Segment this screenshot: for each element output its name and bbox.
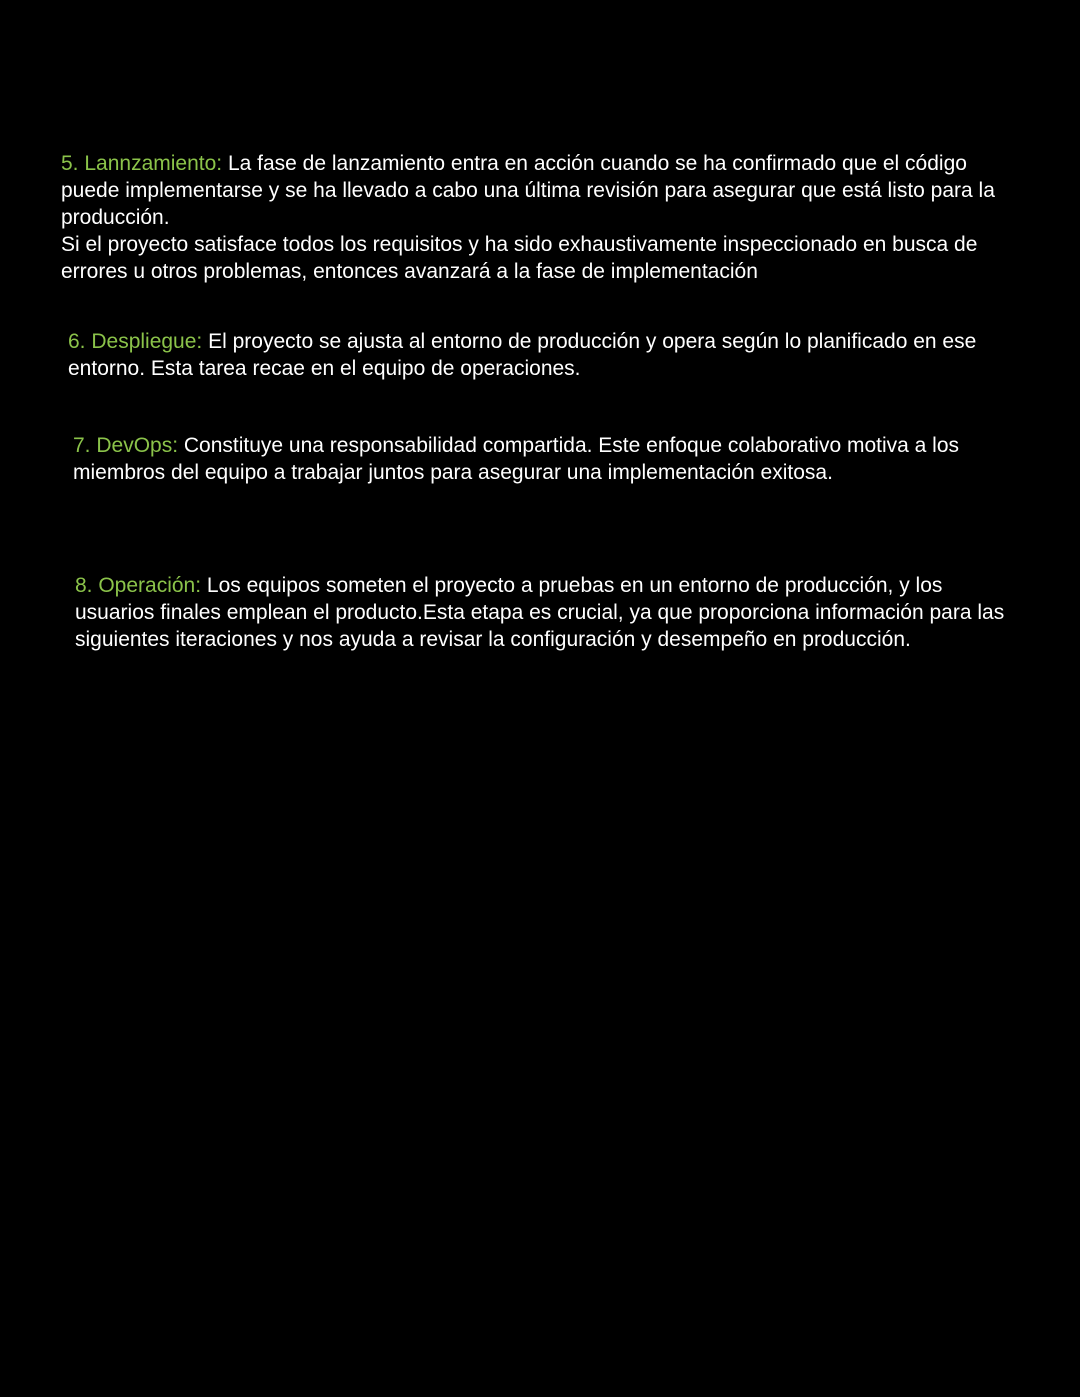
- term-despliegue: 6. Despliegue:: [68, 330, 203, 353]
- term-devops: 7. DevOps:: [73, 434, 179, 457]
- term-operacion: 8. Operación:: [75, 574, 202, 597]
- description-devops: Constituye una responsabilidad compartida. Este enfoque colaborativo motiva a los miembros del equipo a trabajar juntos para asegurar una implementación exitosa.: [73, 434, 960, 484]
- description-lanzamiento-continued: Si el proyecto satisface todos los requisitos y ha sido exhaustivamente inspeccionado en busca de errores u otros problemas, entonces avanzará a la fase de implementación: [61, 233, 978, 283]
- section-devops-paragraph: [73, 432, 1013, 486]
- section-lanzamiento-paragraph: [61, 150, 1011, 231]
- section-despliegue-paragraph: [68, 328, 1018, 382]
- section-devops: [73, 432, 1013, 486]
- term-lanzamiento: 5. Lannzamiento:: [61, 152, 223, 175]
- description-lanzamiento: La fase de lanzamiento entra en acción cuando se ha confirmado que el código puede implementarse y se ha llevado a cabo una última revisión para asegurar que está listo para la producción.: [61, 152, 995, 229]
- section-despliegue: [68, 328, 1018, 382]
- description-despliegue: El proyecto se ajusta al entorno de producción y opera según lo planificado en ese entorno. Esta tarea recae en el equipo de operaciones.: [68, 330, 977, 380]
- section-operacion-paragraph: [75, 572, 1015, 653]
- section-lanzamiento: [61, 150, 1011, 285]
- section-operacion: [75, 572, 1015, 653]
- description-operacion: Los equipos someten el proyecto a pruebas en un entorno de producción, y los usuarios finales emplean el producto.Esta etapa es crucial, ya que proporciona información para las siguientes iteraciones y nos ayuda a revisar la configuración y desempeño en producción.: [75, 574, 1005, 651]
